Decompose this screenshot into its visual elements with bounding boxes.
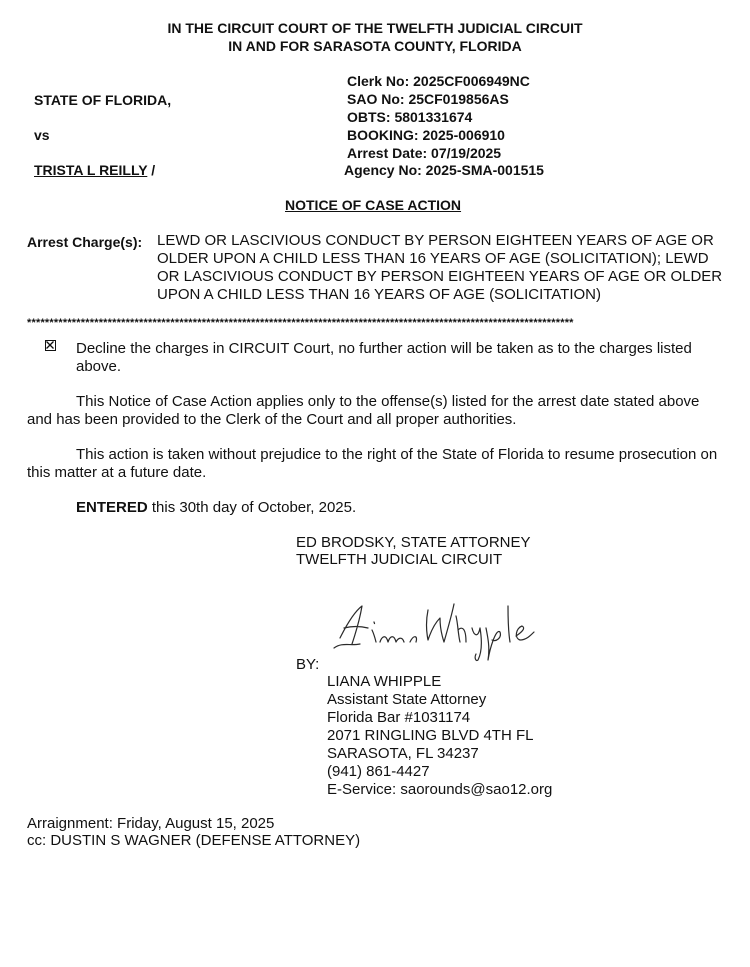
defendant-line (34, 162, 155, 178)
notice-title: NOTICE OF CASE ACTION (285, 197, 462, 213)
cc-line: cc: DUSTIN S WAGNER (DEFENSE ATTORNEY) (27, 832, 361, 849)
signer-city: SARASOTA, FL 34237 (327, 745, 479, 762)
arraignment: Arraignment: Friday, August 15, 2025 (27, 815, 275, 832)
handwritten-signature (330, 598, 545, 668)
charge-line: LEWD OR LASCIVIOUS CONDUCT BY PERSON EIGHTEEN YEARS OF AGE OR (157, 232, 714, 249)
sao-number: SAO No: 25CF019856AS (347, 91, 509, 107)
agency-number: Agency No: 2025-SMA-001515 (344, 162, 544, 178)
by-label: BY: (296, 656, 320, 673)
decline-text-line1: Decline the charges in CIRCUIT Court, no further action will be taken as to the charges listed (76, 340, 692, 357)
notice-paragraph-line1: This Notice of Case Action applies only to the offense(s) listed for the arrest date stated above (76, 393, 700, 410)
booking-number: BOOKING: 2025-006910 (347, 127, 505, 143)
entered-label: ENTERED (76, 499, 148, 516)
charges-label: Arrest Charge(s): (27, 234, 143, 250)
clerk-number: Clerk No: 2025CF006949NC (347, 73, 530, 89)
charge-line: UPON A CHILD LESS THAN 16 YEARS OF AGE (SOLICITATION) (157, 286, 602, 303)
prejudice-paragraph-line1: This action is taken without prejudice to the right of the State of Florida to resume prosecution on (76, 446, 718, 463)
signer-eservice: E-Service: saorounds@sao12.org (327, 781, 553, 798)
signer-title: Assistant State Attorney (327, 691, 487, 708)
signer-phone: (941) 861-4427 (327, 763, 430, 780)
state-attorney-circuit: TWELFTH JUDICIAL CIRCUIT (296, 551, 503, 568)
decline-checkbox (45, 340, 56, 351)
entered-line (76, 499, 356, 516)
charge-line: OLDER UPON A CHILD LESS THAN 16 YEARS OF AGE (SOLICITATION); LEWD (157, 250, 709, 267)
obts-number: OBTS: 5801331674 (347, 109, 473, 125)
state-attorney-name: ED BRODSKY, STATE ATTORNEY (296, 534, 531, 551)
plaintiff: STATE OF FLORIDA, (34, 92, 172, 108)
separator: ************************************************************************************************************************** (27, 317, 574, 329)
defendant-suffix: / (151, 162, 156, 178)
charge-line: OR LASCIVIOUS CONDUCT BY PERSON EIGHTEEN YEARS OF AGE OR OLDER (157, 268, 723, 285)
notice-paragraph-line2: and has been provided to the Clerk of the Court and all proper authorities. (27, 411, 517, 428)
signer-bar-number: Florida Bar #1031174 (327, 709, 471, 726)
defendant-name: TRISTA L REILLY (34, 162, 148, 178)
court-heading-line1: IN THE CIRCUIT COURT OF THE TWELFTH JUDICIAL CIRCUIT (167, 20, 583, 36)
decline-text-line2: above. (76, 358, 122, 375)
signer-name: LIANA WHIPPLE (327, 673, 442, 690)
arrest-date: Arrest Date: 07/19/2025 (347, 145, 502, 161)
court-heading-line2: IN AND FOR SARASOTA COUNTY, FLORIDA (228, 38, 522, 54)
checkbox-x-icon (46, 341, 54, 349)
signer-address: 2071 RINGLING BLVD 4TH FL (327, 727, 534, 744)
prejudice-paragraph-line2: this matter at a future date. (27, 464, 207, 481)
entered-date: this 30th day of October, 2025. (151, 499, 357, 516)
versus: vs (34, 127, 50, 143)
